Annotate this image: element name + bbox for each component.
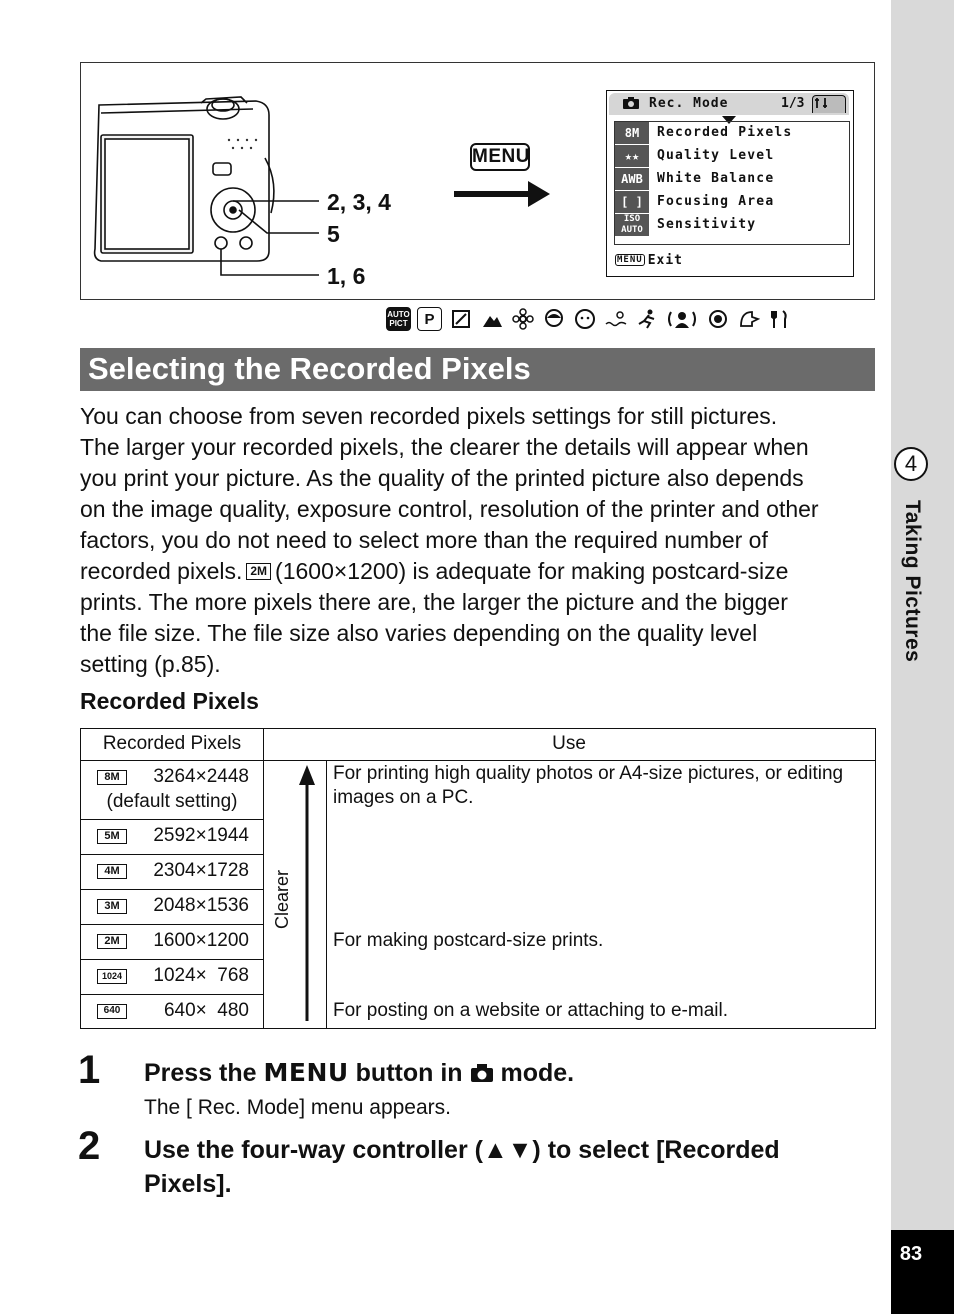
paragraph-text: recorded pixels.: [80, 558, 243, 584]
focusing-area-icon: [ ]: [615, 191, 649, 213]
table-header-use: Use: [552, 733, 586, 754]
section-heading: Selecting the Recorded Pixels: [88, 351, 531, 386]
table-heading: Recorded Pixels: [80, 688, 259, 714]
use-text-web: For posting on a website or attaching to e-mail.: [333, 1000, 728, 1021]
recorded-pixels-icon: 8M: [615, 122, 649, 144]
paragraph-line: setting (p.85).: [80, 651, 221, 677]
paragraph-line: you print your picture. As the quality of the printed picture also depends: [80, 465, 804, 491]
table-row: [81, 996, 263, 1030]
pet-mode-icon: [705, 307, 730, 331]
menu-button-label: MENU: [263, 1058, 349, 1087]
step-number: 1: [78, 1048, 101, 1092]
lcd-menu-item[interactable]: [615, 145, 851, 167]
lcd-menu-item[interactable]: [615, 214, 851, 236]
page-number: 83: [899, 1243, 923, 1265]
table-row: [81, 961, 263, 995]
clearer-arrow-icon: [296, 763, 318, 1025]
pixels-value: 2304×1728: [153, 860, 249, 881]
program-mode-icon: P: [417, 307, 442, 331]
kids-mode-icon: [665, 307, 699, 331]
shooting-mode-icons: [386, 307, 792, 333]
pixels-value: 1600×1200: [153, 930, 249, 951]
lcd-menu-list: [614, 121, 850, 245]
table-divider: [326, 761, 327, 1028]
lcd-menu-label: Recorded Pixels: [657, 125, 793, 140]
lcd-menu-label: Focusing Area: [657, 194, 775, 209]
landscape-mode-icon: [479, 307, 504, 331]
lcd-exit[interactable]: [615, 253, 683, 268]
clearer-label: Clearer: [272, 869, 292, 929]
lcd-exit-label: Exit: [647, 253, 683, 268]
camera-figure: [80, 62, 875, 300]
pixels-2m-icon: 2M: [246, 563, 271, 580]
table-row: [81, 821, 263, 855]
auto-picture-mode-icon: AUTO PICT: [386, 307, 411, 331]
menu-key-small-icon: MENU: [617, 255, 643, 265]
callout-controller: 2, 3, 4: [327, 189, 391, 215]
arrow-right-icon: [454, 181, 550, 207]
step-text: button in: [355, 1059, 463, 1087]
step-text: mode.: [500, 1059, 575, 1087]
step-number: 2: [78, 1124, 101, 1168]
lcd-menu-item[interactable]: [615, 168, 851, 190]
step-1-subtext: The [ Rec. Mode] menu appears.: [144, 1096, 451, 1119]
camera-body: [95, 97, 274, 261]
lcd-menu-label: Sensitivity: [657, 217, 757, 232]
paragraph-line: on the image quality, exposure control, resolution of the printer and other: [80, 496, 819, 522]
pixels-value: 640× 480: [163, 1000, 249, 1021]
quality-level-icon: ★★: [615, 145, 649, 167]
sensitivity-icon: ISO AUTO: [615, 214, 649, 236]
white-balance-icon: AWB: [615, 168, 649, 190]
paragraph-line: the file size. The file size also varies depending on the quality level: [80, 620, 758, 646]
pixels-value: 3264×2448: [153, 766, 249, 787]
pixels-5m-icon: 5M: [97, 829, 127, 844]
use-text-postcard: For making postcard-size prints.: [333, 930, 604, 951]
camera-dots: [228, 139, 257, 149]
pixels-2m-icon: 2M: [97, 934, 127, 949]
menu-key-icon: MENU: [470, 143, 530, 171]
pixels-value: 2592×1944: [153, 825, 249, 846]
paragraph-line: factors, you do not need to select more than the required number of: [80, 527, 768, 553]
portrait-mode-icon: [541, 307, 566, 331]
intro-paragraph: [80, 401, 875, 680]
paragraph-line: prints. The more pixels there are, the larger the picture and the bigger: [80, 589, 788, 615]
pixels-1024-icon: 1024: [97, 969, 127, 984]
lcd-menu-label: Quality Level: [657, 148, 775, 163]
paragraph-line: You can choose from seven recorded pixels settings for still pictures.: [80, 403, 778, 429]
lcd-menu-item[interactable]: [615, 191, 851, 213]
table-row: [81, 891, 263, 925]
paragraph-text: (1600×1200) is adequate for making postcard-size: [275, 558, 789, 584]
camera-mode-icon: [470, 1059, 494, 1087]
table-divider: [81, 760, 875, 761]
step-2-text: [144, 1133, 884, 1201]
step-text-line: Pixels].: [144, 1170, 232, 1198]
pixels-3m-icon: 3M: [97, 899, 127, 914]
pixels-8m-icon: 8M: [97, 770, 127, 785]
step-1-text: [144, 1056, 884, 1090]
pixels-note: (default setting): [106, 791, 238, 812]
table-header-pixels: Recorded Pixels: [102, 733, 242, 754]
setup-tab-icon: [812, 95, 846, 113]
night-scene-mode-icon: [448, 307, 473, 331]
callout-ok-button: 5: [327, 221, 340, 247]
step-text: Press the: [144, 1059, 257, 1087]
table-row: [81, 926, 263, 960]
callout-menu-button: 1, 6: [327, 263, 366, 289]
chapter-number: 4: [894, 447, 928, 481]
natural-skin-mode-icon: [736, 307, 761, 331]
table-row: [81, 856, 263, 890]
lcd-menu-item[interactable]: [615, 122, 851, 144]
paragraph-line: The larger your recorded pixels, the clearer the details will appear when: [80, 434, 809, 460]
pixels-640-icon: 640: [97, 1004, 127, 1019]
table-row: [81, 762, 263, 820]
lcd-menu-label: White Balance: [657, 171, 775, 186]
food-mode-icon: [767, 307, 792, 331]
chapter-title: Taking Pictures: [901, 500, 924, 663]
surf-snow-mode-icon: [603, 307, 628, 331]
pixels-value: 1024× 768: [153, 965, 249, 986]
table-divider: [263, 729, 264, 1028]
sport-mode-icon: [634, 307, 659, 331]
lcd-rec-mode-menu: [606, 90, 854, 277]
face-mode-icon: [572, 307, 597, 331]
lcd-title: Rec. Mode: [649, 96, 729, 111]
flower-mode-icon: [510, 307, 535, 331]
recorded-pixels-table: [80, 728, 876, 1029]
step-text-line: Use the four-way controller (▲▼) to select [Recorded: [144, 1136, 780, 1164]
pixels-4m-icon: 4M: [97, 864, 127, 879]
use-text-high: For printing high quality photos or A4-size pictures, or editing images on a PC.: [333, 763, 844, 808]
pixels-value: 2048×1536: [153, 895, 249, 916]
paragraph-line: [80, 556, 875, 587]
lcd-page-indicator: 1/3: [781, 96, 805, 111]
